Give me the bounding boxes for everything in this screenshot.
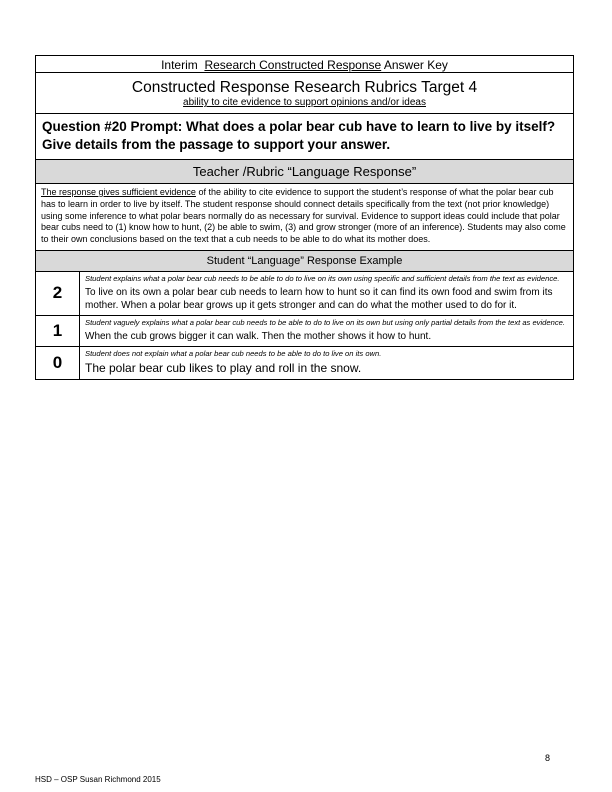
desc-rest: of the ability to cite evidence to support the student’s response of what the polar bear cub has to learn in order to live by itself. The student response should connect details specifically from the text (not prior knowledge) using some inference to what polar bears normally do as necessary for survival. Evidence to support ideas could include that polar bear cubs need to (1) know how to hunt, (2) be able to swim, (3) and grow stronger (more of an inference). Students may also come to their own conclusions based on the text that a cub needs to be able to do what its mother does. (41, 187, 566, 245)
score-row-2 (36, 272, 573, 316)
rubric-title: Constructed Response Research Rubrics Target 4 (131, 79, 478, 96)
key-suffix: Answer Key (383, 58, 448, 72)
score-value: 2 (36, 272, 80, 315)
key-underlined: Research Constructed Response (204, 58, 382, 72)
rubric-title-block (36, 73, 573, 114)
teacher-rubric-heading: Teacher /Rubric “Language Response” (36, 160, 573, 184)
footer-text: HSD – OSP Susan Richmond 2015 (35, 775, 161, 784)
score-criteria: Student vaguely explains what a polar bear cub needs to be able to do to live on its own but using only partial details from the text as evidence. (85, 317, 565, 327)
score-value: 1 (36, 316, 80, 346)
rubric-subtitle: ability to cite evidence to support opinions and/or ideas (183, 97, 426, 108)
score-row-0 (36, 347, 573, 379)
score-content (80, 272, 573, 315)
question-prompt: Question #20 Prompt: What does a polar bear cub have to learn to live by itself? Give details from the passage to support your answer. (36, 114, 573, 160)
page-number: 8 (545, 753, 551, 763)
desc-underlined: The response gives sufficient evidence (41, 187, 196, 197)
student-response-heading: Student “Language” Response Example (36, 251, 573, 272)
teacher-rubric-description (36, 184, 573, 251)
rubric-table (35, 55, 574, 380)
key-prefix: Interim (161, 58, 198, 72)
score-example: The polar bear cub likes to play and roll in the snow. (85, 360, 362, 375)
score-content (80, 316, 573, 346)
score-criteria: Student explains what a polar bear cub needs to be able to do to live on its own using specific and sufficient details from the text as evidence. (85, 273, 560, 283)
score-criteria: Student does not explain what a polar bear cub needs to be able to do to live on its own. (85, 348, 382, 358)
score-example: When the cub grows bigger it can walk. Then the mother shows it how to hunt. (85, 330, 432, 342)
score-example: To live on its own a polar bear cub needs to learn how to hunt so it can find its own food and swim from its mother. When a polar bear grows up it gets stronger and can do what the mother used to do for it. (85, 286, 553, 311)
score-value: 0 (36, 347, 80, 379)
score-content (80, 347, 573, 379)
score-row-1 (36, 316, 573, 347)
answer-key-header (36, 56, 573, 73)
